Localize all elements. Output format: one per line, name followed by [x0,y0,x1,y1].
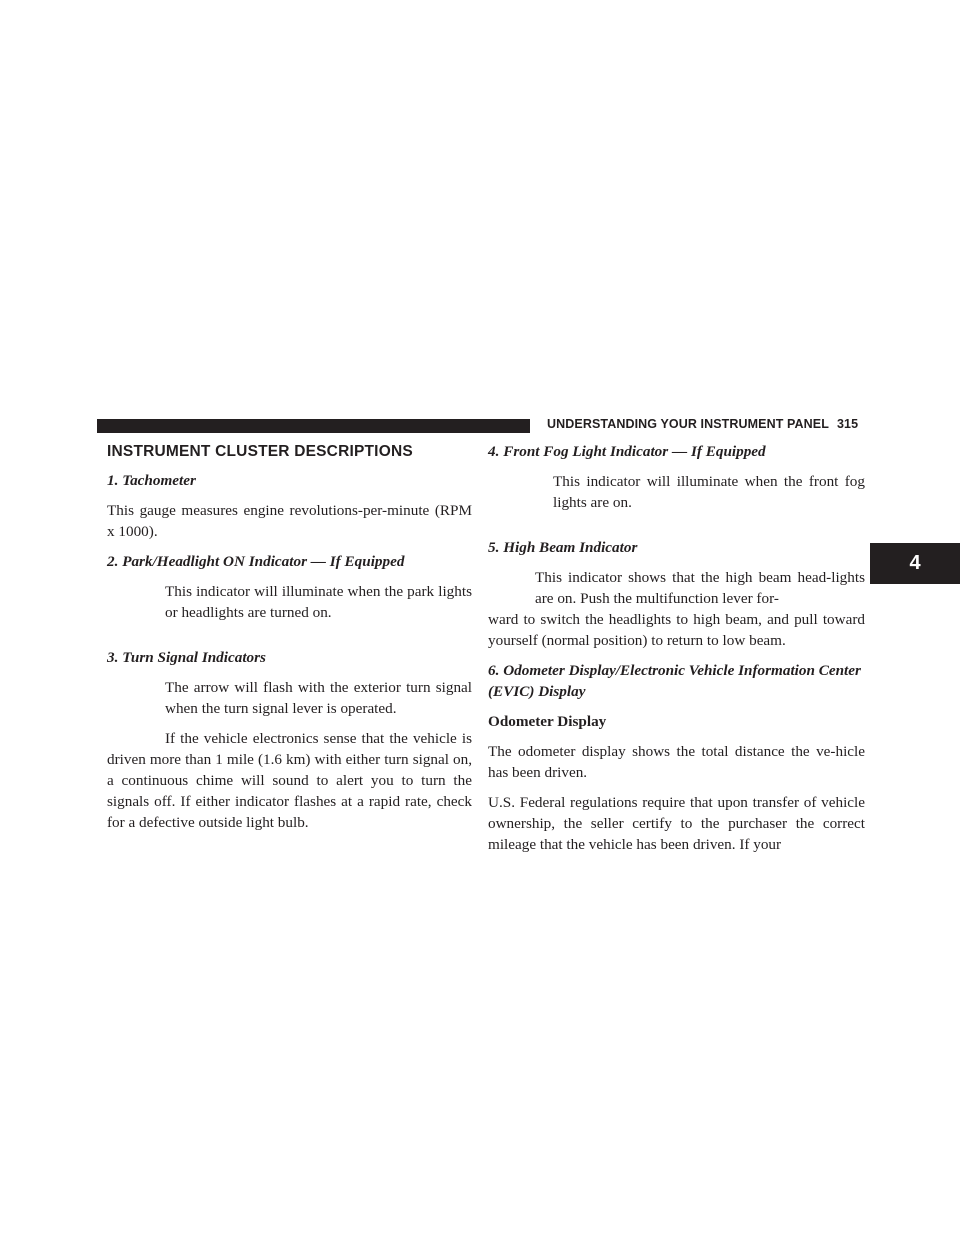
turn-signal-body-2: If the vehicle electronics sense that the vehicle is driven more than 1 mile (1.6 km) with either turn signal on, a continuous chime will sound to alert you to turn the signals off. If either indicator flashes at a rapid rate, check for a defective outside light bulb. [107,730,472,831]
high-beam-body-indented: This indicator shows that the high beam head-lights are on. Push the multifunction lever for- [535,569,865,607]
item-title-high-beam: 5. High Beam Indicator [488,539,638,556]
odometer-subheading: Odometer Display [488,713,607,730]
tachometer-body: This gauge measures engine revolutions-per-minute (RPM x 1000). [107,502,472,540]
item-title-turn-signal: 3. Turn Signal Indicators [107,649,266,666]
header-rule-end [512,419,530,433]
section-heading: INSTRUMENT CLUSTER DESCRIPTIONS [107,443,413,460]
high-beam-body-rest: ward to switch the headlights to high beam, and pull toward yourself (normal position) to return to low beam. [488,611,865,649]
park-headlight-body: This indicator will illuminate when the park lights or headlights are turned on. [165,583,472,621]
right-column [488,441,865,855]
fog-light-body: This indicator will illuminate when the front fog lights are on. [553,473,865,511]
item-title-fog-light: 4. Front Fog Light Indicator — If Equipped [488,443,766,460]
turn-signal-body-1: The arrow will flash with the exterior turn signal when the turn signal lever is operated. [165,679,472,717]
odometer-body-2: U.S. Federal regulations require that upon transfer of vehicle ownership, the seller certify to the purchaser the correct mileage that the vehicle has been driven. If your [488,794,865,853]
section-title: UNDERSTANDING YOUR INSTRUMENT PANEL [547,417,829,431]
item-title-park-headlight: 2. Park/Headlight ON Indicator — If Equipped [107,553,405,570]
page-number: 315 [836,417,859,431]
chapter-tab: 4 [870,543,960,584]
item-title-odometer-evic: 6. Odometer Display/Electronic Vehicle Information Center (EVIC) Display [488,662,861,700]
running-head [547,417,867,431]
item-title-tachometer: 1. Tachometer [107,472,196,489]
left-column [107,441,472,833]
odometer-body-1: The odometer display shows the total distance the ve-hicle has been driven. [488,743,865,781]
header-rule [97,419,530,433]
